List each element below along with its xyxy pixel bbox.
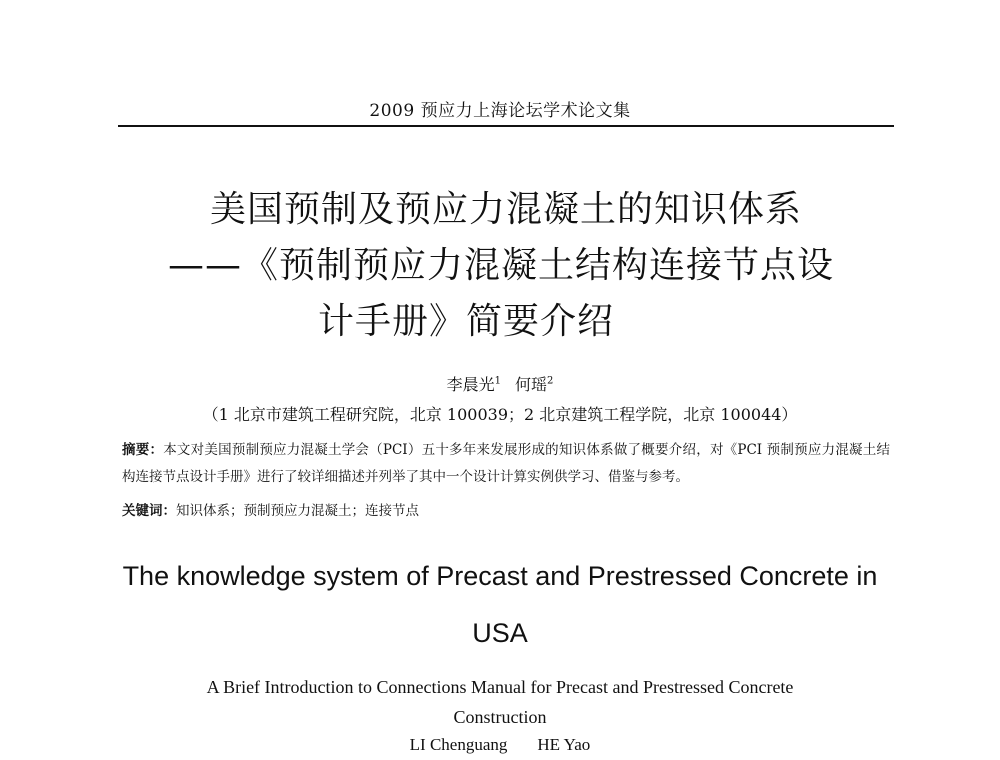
author-name: 李晨光	[446, 375, 495, 394]
english-subtitle-line-2: Construction	[453, 707, 547, 727]
english-authors	[0, 735, 1000, 755]
english-title-line-2: USA	[472, 618, 528, 648]
abstract-label: 摘要：	[122, 442, 164, 458]
author-name-en: HE Yao	[537, 735, 591, 754]
keywords-text: 知识体系；预制预应力混凝土；连接节点	[176, 503, 419, 519]
header-rule	[118, 125, 894, 127]
keywords-label: 关键词：	[122, 503, 176, 519]
english-subtitle	[0, 672, 1000, 732]
abstract-text: 本文对美国预制预应力混凝土学会（PCI）五十多年来发展形成的知识体系做了概要介绍，对《PCI 预制预应力混凝土结构连接节点设计手册》进行了较详细描述并列举了其中一个设计计算实例供学习、借鉴与参考。	[122, 442, 891, 485]
running-header: 2009 预应力上海论坛学术论文集	[369, 101, 631, 121]
chinese-keywords	[122, 499, 419, 519]
english-title-line-1: The knowledge system of Precast and Prestressed Concrete in	[122, 561, 878, 591]
english-title	[0, 548, 1000, 662]
author-name-en: LI Chenguang	[409, 735, 508, 754]
author-affiliation-mark: 2	[547, 375, 554, 387]
chinese-title-line-2: ——《预制预应力混凝土结构连接节点设	[168, 245, 835, 286]
chinese-abstract	[122, 437, 890, 491]
chinese-authors	[0, 372, 1000, 395]
english-subtitle-line-1: A Brief Introduction to Connections Manual for Precast and Prestressed Concrete	[206, 677, 794, 697]
author-name: 何瑶	[515, 375, 548, 394]
chinese-title-line-1: 美国预制及预应力混凝土的知识体系	[210, 189, 803, 230]
chinese-affiliation: （1 北京市建筑工程研究院，北京 100039；2 北京建筑工程学院，北京 100044）	[202, 405, 798, 424]
author-affiliation-mark: 1	[494, 375, 501, 387]
chinese-title-line-3: 计手册》简要介绍	[318, 301, 615, 342]
